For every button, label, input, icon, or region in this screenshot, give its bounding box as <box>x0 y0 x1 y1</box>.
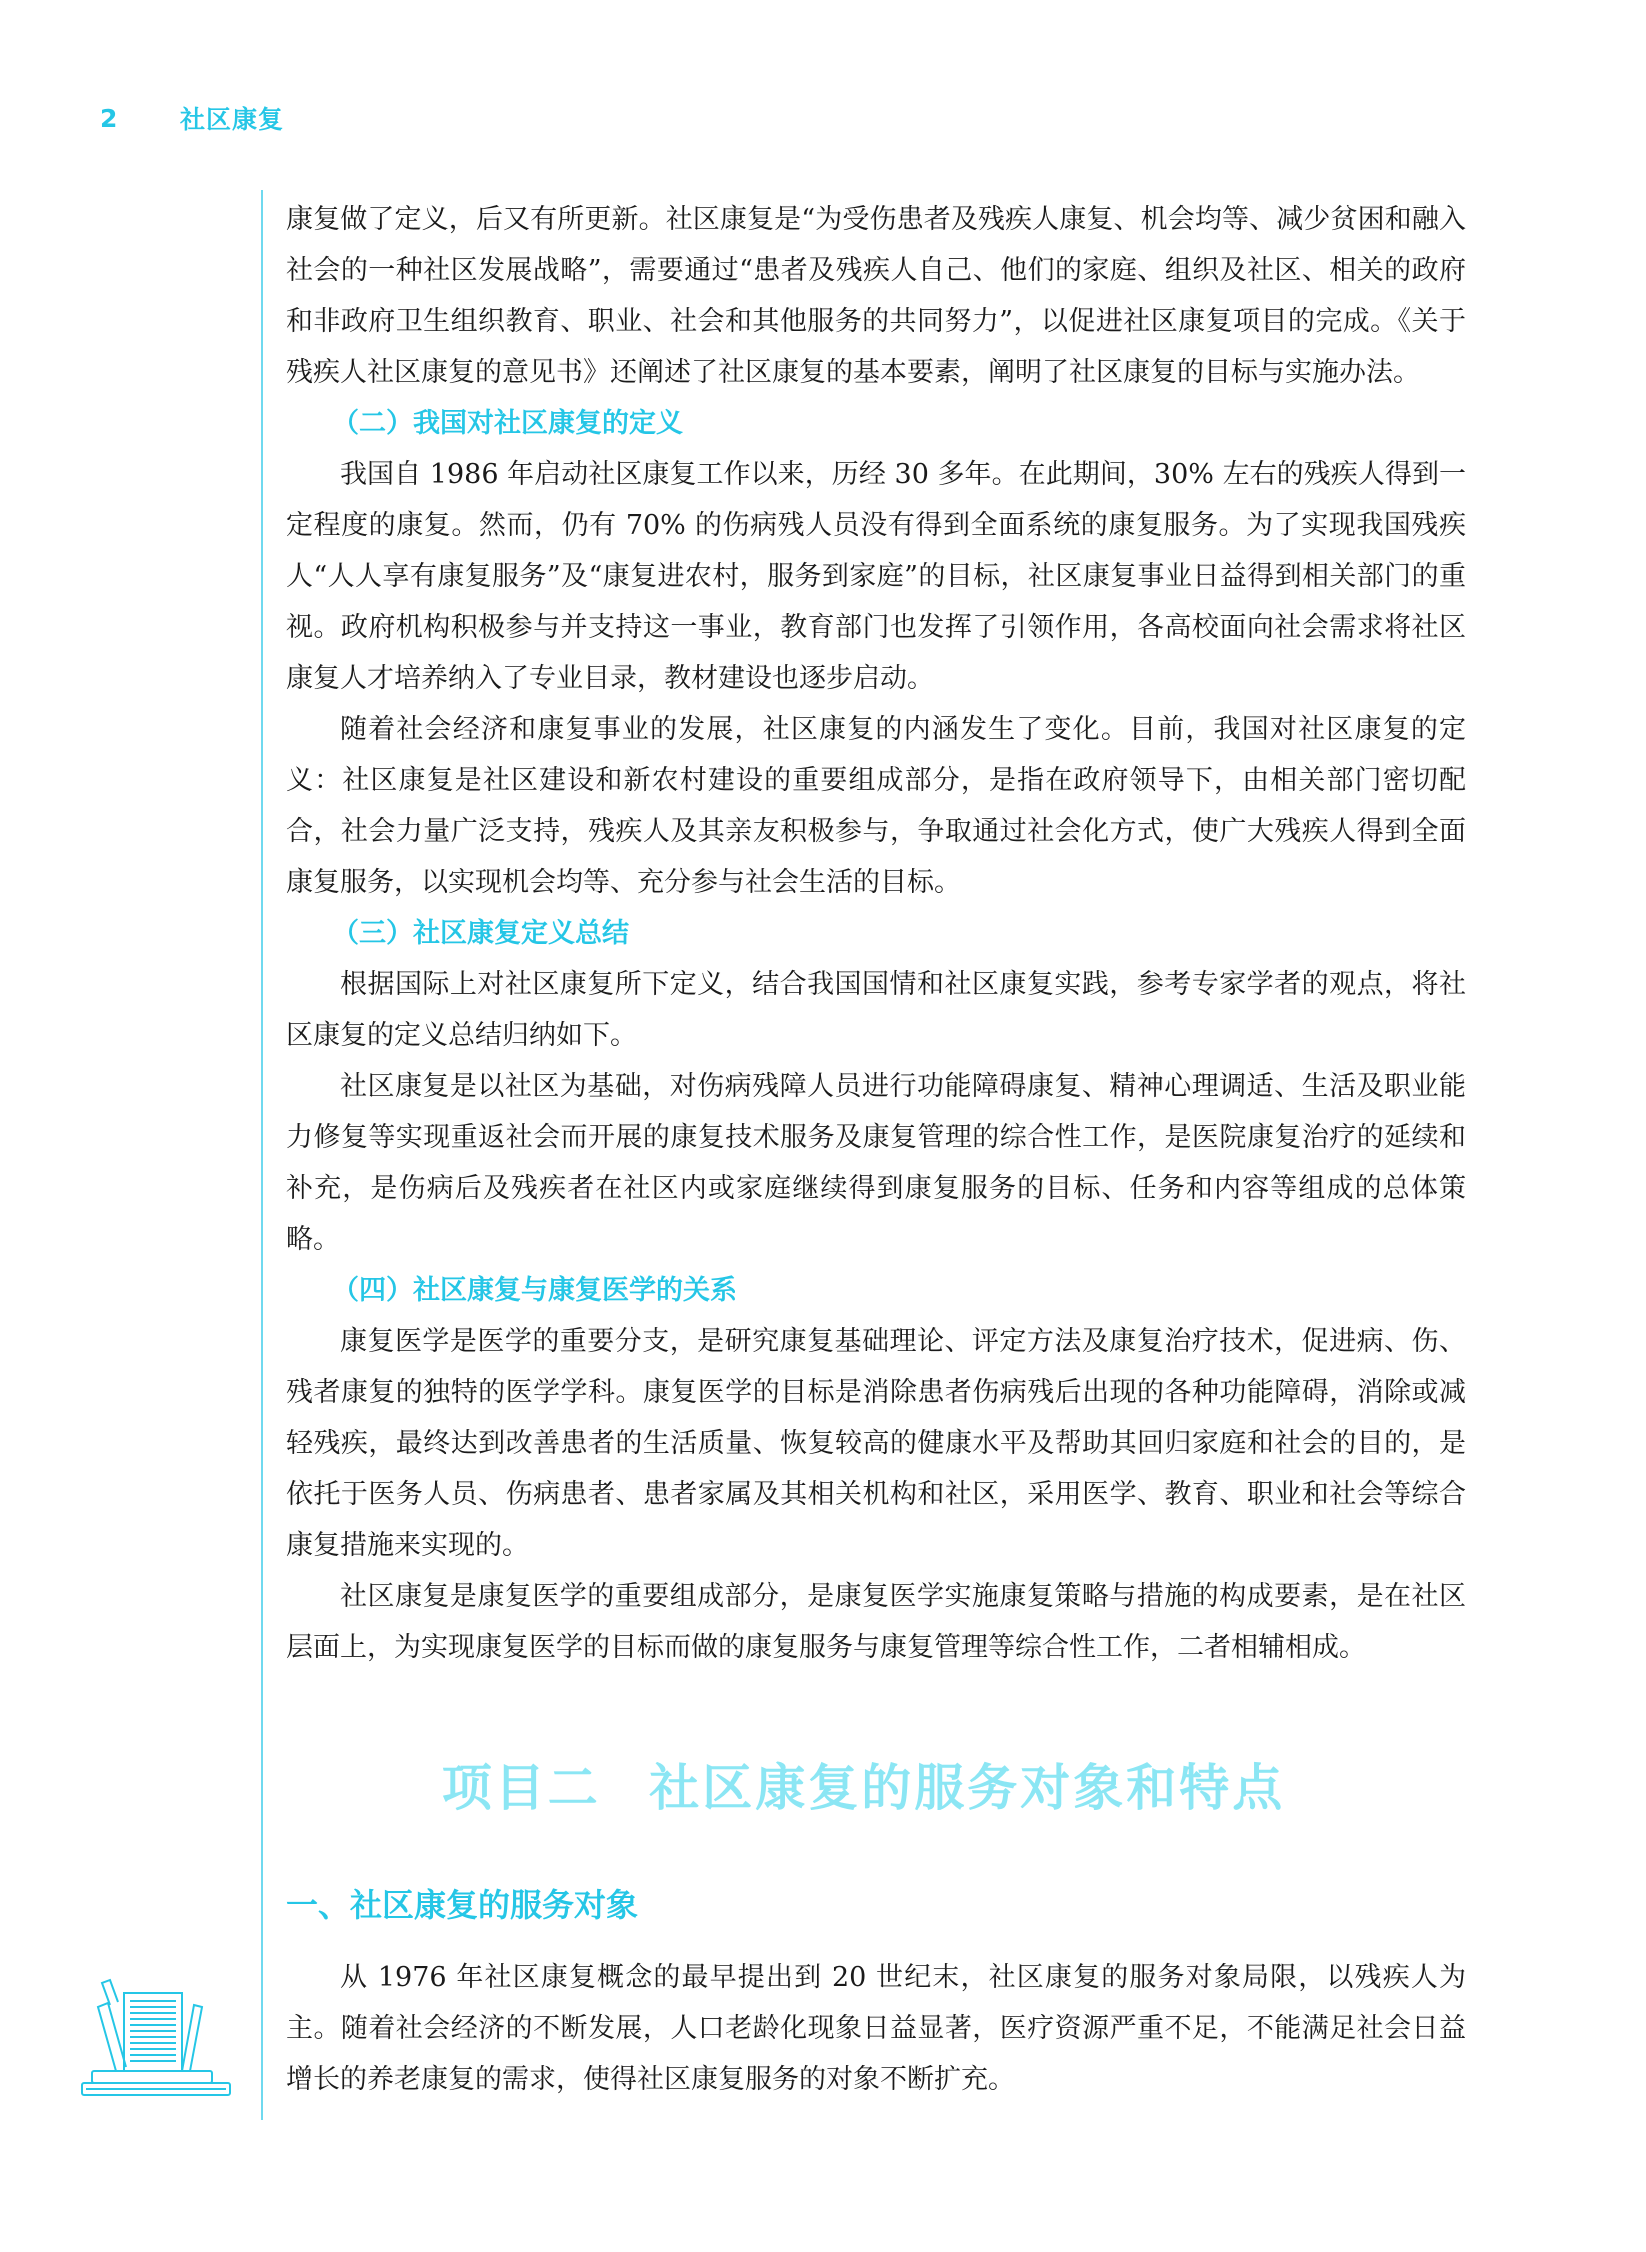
section2-paragraph-2: 随着社会经济和康复事业的发展，社区康复的内涵发生了变化。目前，我国对社区康复的定义：社区康复是社区建设和新农村建设的重要组成部分，是指在政府领导下，由相关部门密切配合，社会力量广泛支持，残疾人及其亲友积极参与，争取通过社会化方式，使广大残疾人得到全面康复服务，以实现机会均等、充分参与社会生活的目标。 <box>286 714 1466 898</box>
section4-paragraph-2: 社区康复是康复医学的重要组成部分，是康复医学实施康复策略与措施的构成要素，是在社区层面上，为实现康复医学的目标而做的康复服务与康复管理等综合性工作，二者相辅相成。 <box>286 1581 1466 1663</box>
section4-heading: （四）社区康复与康复医学的关系 <box>332 1275 737 1306</box>
project-number: 项目二 <box>441 1759 601 1817</box>
section-one-block <box>286 1952 1466 2105</box>
section2-paragraph-1: 我国自 1986 年启动社区康复工作以来，历经 30 多年。在此期间，30% 左右的残疾人得到一定程度的康复。然而，仍有 70% 的伤病残人员没有得到全面系统的康复服务。为了实现我国残疾人“人人享有康复服务”及“康复进农村，服务到家庭”的目标，社区康复事业日益得到相关部门的重视。政府机构积极参与并支持这一事业，教育部门也发挥了引领作用，各高校面向社会需求将社区康复人才培养纳入了专业目录，教材建设也逐步启动。 <box>286 459 1466 694</box>
section4-paragraph-1: 康复医学是医学的重要分支，是研究康复基础理论、评定方法及康复治疗技术，促进病、伤、残者康复的独特的医学学科。康复医学的目标是消除患者伤病残后出现的各种功能障碍，消除或减轻残疾，最终达到改善患者的生活质量、恢复较高的健康水平及帮助其回归家庭和社会的目的，是依托于医务人员、伤病患者、患者家属及其相关机构和社区，采用医学、教育、职业和社会等综合康复措施来实现的。 <box>286 1326 1466 1561</box>
section3-paragraph-1: 根据国际上对社区康复所下定义，结合我国国情和社区康复实践，参考专家学者的观点，将社区康复的定义总结归纳如下。 <box>286 969 1466 1051</box>
section-one-heading: 一、社区康复的服务对象 <box>286 1886 639 1924</box>
section3-heading: （三）社区康复定义总结 <box>332 918 629 949</box>
project-name: 社区康复的服务对象和特点 <box>649 1759 1286 1817</box>
main-content <box>286 194 1466 1673</box>
intro-paragraph: 康复做了定义，后又有所更新。社区康复是“为受伤患者及残疾人康复、机会均等、减少贫困和融入社会的一种社区发展战略”，需要通过“患者及残疾人自己、他们的家庭、组织及社区、相关的政府和非政府卫生组织教育、职业、社会和其他服务的共同努力”，以促进社区康复项目的完成。《关于残疾人社区康复的意见书》还阐述了社区康复的基本要素，阐明了社区康复的目标与实施办法。 <box>286 204 1466 388</box>
page-number: 2 <box>100 103 118 133</box>
section3-paragraph-2: 社区康复是以社区为基础，对伤病残障人员进行功能障碍康复、精神心理调适、生活及职业能力修复等实现重返社会而开展的康复技术服务及康复管理的综合性工作，是医院康复治疗的延续和补充，是伤病后及残疾者在社区内或家庭继续得到康复服务的目标、任务和内容等组成的总体策略。 <box>286 1071 1466 1255</box>
section-one-paragraph: 从 1976 年社区康复概念的最早提出到 20 世纪末，社区康复的服务对象局限，以残疾人为主。随着社会经济的不断发展，人口老龄化现象日益显著，医疗资源严重不足，不能满足社会日益增长的养老康复的需求，使得社区康复服务的对象不断扩充。 <box>286 1962 1466 2095</box>
section2-heading: （二）我国对社区康复的定义 <box>332 408 683 439</box>
running-title: 社区康复 <box>180 105 285 134</box>
books-stack-icon <box>76 1975 236 2105</box>
margin-rule <box>261 190 263 2120</box>
page-header <box>100 100 284 136</box>
project-title <box>261 1748 1466 1820</box>
